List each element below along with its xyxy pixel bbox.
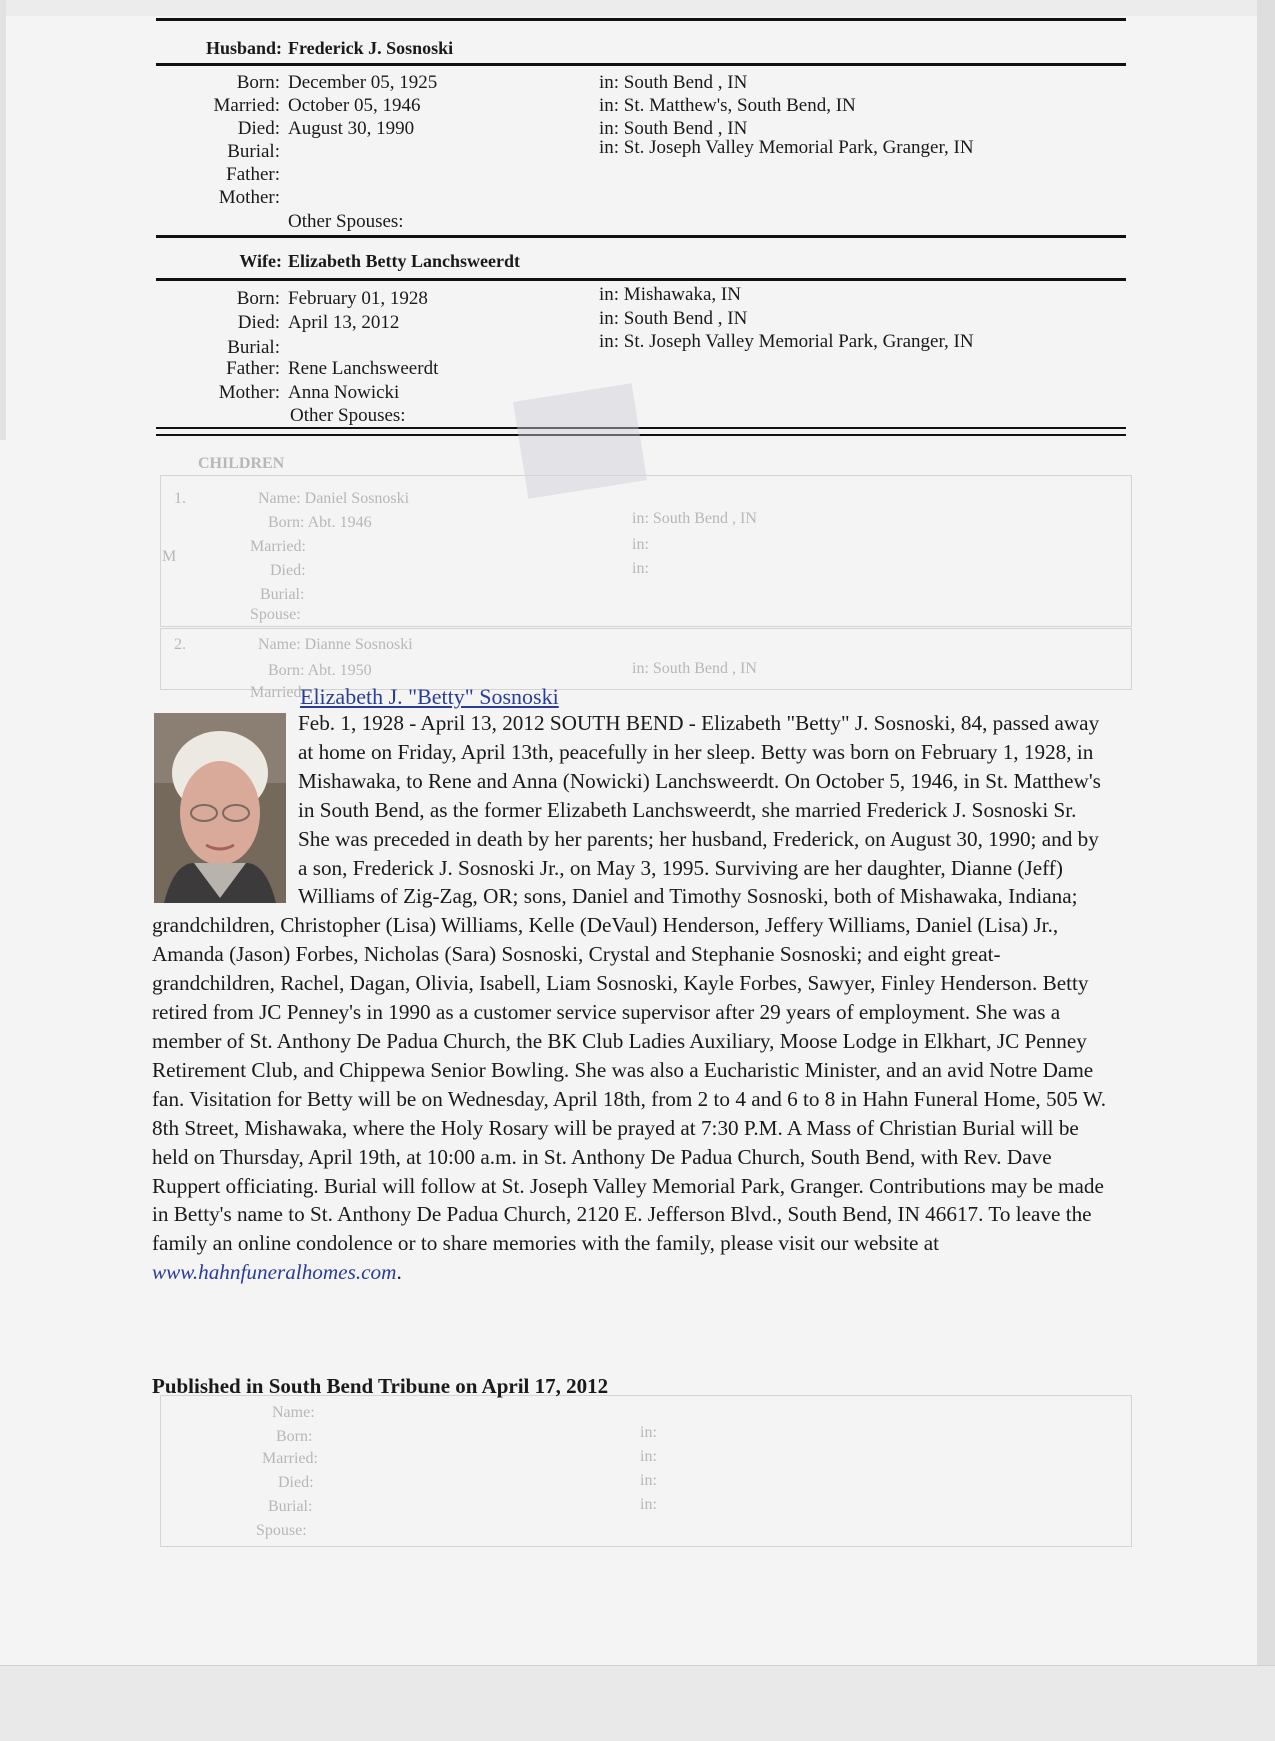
scan-edge-right bbox=[1257, 0, 1275, 1740]
field-place: in: South Bend , IN bbox=[599, 308, 748, 329]
husband-father-row bbox=[156, 164, 1116, 187]
ghost-text: Name: Daniel Sosnoski bbox=[258, 490, 410, 507]
ghost-text: Died: bbox=[270, 562, 306, 579]
field-value: April 13, 2012 bbox=[288, 312, 400, 333]
ghost-text: 1. bbox=[174, 490, 186, 507]
ghost-text: in: bbox=[632, 560, 649, 577]
field-label: Died: bbox=[237, 312, 280, 333]
wife-label: Wife: bbox=[239, 251, 282, 271]
field-label: Died: bbox=[237, 118, 280, 139]
field-value: October 05, 1946 bbox=[288, 95, 421, 116]
field-label: Mother: bbox=[218, 382, 280, 403]
wife-father-row bbox=[156, 358, 1116, 381]
published-line: Published in South Bend Tribune on April 17, 2012 bbox=[152, 1374, 609, 1398]
divider-rule bbox=[156, 18, 1126, 21]
field-value: Rene Lanchsweerdt bbox=[288, 358, 439, 379]
other-spouses-label: Other Spouses: bbox=[288, 211, 404, 232]
field-label: Mother: bbox=[218, 187, 280, 208]
wife-name: Elizabeth Betty Lanchsweerdt bbox=[288, 251, 520, 271]
ghost-text: Died: bbox=[278, 1474, 314, 1491]
ghost-text: in: South Bend , IN bbox=[632, 510, 757, 527]
field-value: August 30, 1990 bbox=[288, 118, 415, 139]
husband-burial-row bbox=[156, 137, 1116, 164]
wife-mother-row bbox=[156, 382, 1116, 405]
field-place: in: South Bend , IN bbox=[599, 118, 748, 139]
field-label: Father: bbox=[226, 358, 280, 379]
husband-married-row bbox=[156, 95, 1116, 118]
field-label: Burial: bbox=[227, 337, 280, 358]
field-place: in: St. Joseph Valley Memorial Park, Granger, IN bbox=[599, 331, 974, 352]
husband-born-row bbox=[156, 72, 1116, 95]
funeral-home-link[interactable]: www.hahnfuneralhomes.com bbox=[152, 1260, 397, 1285]
divider-rule bbox=[156, 278, 1126, 281]
wife-heading bbox=[156, 251, 1116, 272]
husband-label: Husband: bbox=[205, 38, 282, 58]
field-label: Burial: bbox=[227, 141, 280, 162]
scan-edge-left bbox=[0, 0, 6, 440]
scan-edge-bottom bbox=[0, 1665, 1275, 1741]
ghost-text: Name: bbox=[272, 1404, 315, 1421]
ghost-text: 2. bbox=[174, 636, 186, 653]
ghost-text: Married: bbox=[250, 538, 306, 555]
ghost-text: in: bbox=[640, 1424, 657, 1441]
field-label: Father: bbox=[226, 164, 280, 185]
link-period: . bbox=[396, 1260, 402, 1285]
husband-name: Frederick J. Sosnoski bbox=[288, 38, 454, 58]
field-label: Born: bbox=[236, 72, 280, 93]
field-place: in: South Bend , IN bbox=[599, 72, 748, 93]
divider-rule bbox=[156, 427, 1126, 429]
ghost-text: Married: bbox=[250, 684, 306, 701]
photo-spacer bbox=[152, 709, 298, 904]
other-spouses-label: Other Spouses: bbox=[290, 405, 406, 426]
ghost-children-heading: CHILDREN bbox=[198, 455, 285, 472]
ghost-text: Burial: bbox=[260, 586, 305, 603]
ghost-text: Born: Abt. 1946 bbox=[268, 514, 372, 531]
obituary-body-text: Feb. 1, 1928 - April 13, 2012 SOUTH BEND - Elizabeth "Betty" J. Sosnoski, 84, passed away at home on Friday, April 13th, peacefully in her sleep. Betty was born on February 1, 1928, in Mishawaka, to Rene and Anna (Nowicki) Lanchsweerdt. On October 5, 1946, in St. Matthew's in South Bend, as the former Elizabeth Lanchsweerdt, she married Frederick J. Sosnoski Sr. She was preceded in death by her parents; her husband, Frederick, on August 30, 1990; and by a son, Frederick J. Sosnoski Jr., on May 3, 1995. Surviving are her daughter, Dianne (Jeff) Williams of Zig-Zag, OR; sons, Daniel and Timothy Sosnoski, both of Mishawaka, Indiana; grandchildren, Christopher (Lisa) Williams, Kelle (DeVaul) Henderson, Jeffery Williams, Daniel (Lisa) Jr., Amanda (Jason) Forbes, Nicholas (Sara) Sosnoski, Crystal and Stephanie Sosnoski; and eight great-grandchildren, Rachel, Dagan, Olivia, Isabell, Liam Sosnoski, Kayle Forbes, Sawyer, Finley Henderson. Betty retired from JC Penney's in 1990 as a customer service supervisor after 29 years of employment. She was a member of St. Anthony De Padua Church, the BK Club Ladies Auxiliary, Moose Lodge in Elkhart, JC Penney Retirement Club, and Chippewa Senior Bowling. She was also a Eucharistic Minister, and an avid Notre Dame fan. Visitation for Betty will be on Wednesday, April 18th, from 2 to 4 and 6 to 8 in Hahn Funeral Home, 505 W. 8th Street, Mishawaka, where the Holy Rosary will be prayed at 7:30 P.M. A Mass of Christian Burial will be held on Thursday, April 19th, at 10:00 a.m. in St. Anthony De Padua Church, South Bend, with Rev. Dave Ruppert officiating. Burial will follow at St. Joseph Valley Memorial Park, Granger. Contributions may be made in Betty's name to St. Anthony De Padua Church, 2120 E. Jefferson Blvd., South Bend, IN 46617. To leave the family an online condolence or to share memories with the family, please visit our website at bbox=[152, 711, 1107, 1256]
ghost-text: in: bbox=[640, 1448, 657, 1465]
scan-edge-top bbox=[0, 0, 1275, 16]
field-place: in: St. Joseph Valley Memorial Park, Granger, IN bbox=[599, 137, 974, 158]
wife-burial-row bbox=[156, 331, 1116, 360]
ghost-text: Burial: bbox=[268, 1498, 313, 1515]
ghost-text: Spouse: bbox=[256, 1522, 307, 1539]
ghost-text: Name: Dianne Sosnoski bbox=[258, 636, 413, 653]
field-value: February 01, 1928 bbox=[288, 288, 428, 309]
ghost-text: Spouse: bbox=[250, 606, 301, 623]
ghost-text: in: bbox=[640, 1496, 657, 1513]
field-label: Married: bbox=[213, 95, 280, 116]
ghost-text: Married: bbox=[262, 1450, 318, 1467]
field-place: in: Mishawaka, IN bbox=[599, 284, 741, 305]
divider-rule bbox=[156, 235, 1126, 238]
ghost-text: in: bbox=[640, 1472, 657, 1489]
field-place: in: St. Matthew's, South Bend, IN bbox=[599, 95, 856, 116]
ghost-text: Born: Abt. 1950 bbox=[268, 662, 372, 679]
field-value: December 05, 1925 bbox=[288, 72, 438, 93]
field-value: Anna Nowicki bbox=[288, 382, 400, 403]
obituary-title[interactable]: Elizabeth J. "Betty" Sosnoski bbox=[300, 684, 559, 709]
ghost-text: Born: bbox=[276, 1428, 313, 1445]
husband-mother-row bbox=[156, 187, 1116, 210]
divider-rule bbox=[156, 63, 1126, 66]
ghost-text: in: bbox=[632, 536, 649, 553]
ghost-text: M bbox=[162, 548, 177, 565]
husband-heading bbox=[156, 38, 1116, 59]
ghost-text: in: South Bend , IN bbox=[632, 660, 757, 677]
field-label: Born: bbox=[236, 288, 280, 309]
husband-other-spouses-row bbox=[156, 211, 1116, 234]
obituary-body bbox=[152, 709, 1112, 1287]
divider-rule bbox=[156, 434, 1126, 436]
